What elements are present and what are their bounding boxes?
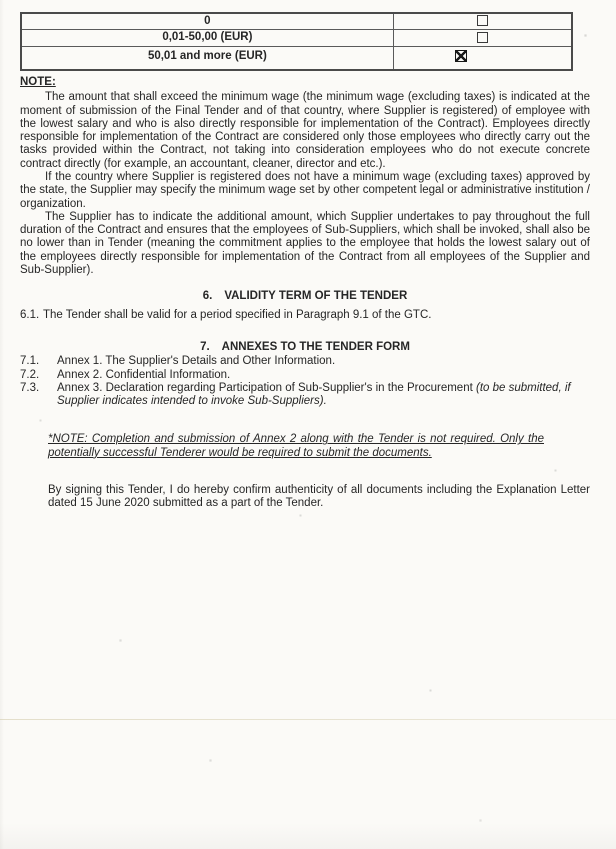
note-paragraph: The amount that shall exceed the minimum wage (the minimum wage (excluding taxes) is indicated at the moment of submission of the Final Tender and of that country, where Supplier is registered) of employee with the lowest salary and who is also directly responsible for implementation of the Contract). Employees directly responsible for implementation of the Contract are considered only those employees who directly carry out the tasks provided within the Contract, not taking into consideration employees who do not execute concrete contract directly (for example, an accountant, cleaner, director and etc.).	[20, 91, 590, 170]
item-text: Annex 2. Confidential Information.	[57, 368, 231, 381]
amount-range-label: 50,01 and more (EUR)	[21, 46, 393, 70]
section-6-title: VALIDITY TERM OF THE TENDER	[224, 290, 408, 303]
amount-range-checkbox[interactable]	[477, 32, 488, 43]
list-item	[20, 369, 590, 382]
item-number: 7.2.	[20, 368, 40, 381]
star-note: *NOTE: Completion and submission of Annex 2 along with the Tender is not required. Only the potentially successful Tenderer would be required to submit the documents.	[48, 433, 544, 459]
scan-fold-line	[0, 719, 616, 720]
table-row	[21, 30, 572, 46]
amount-range-label: 0,01-50,00 (EUR)	[21, 30, 393, 46]
closing-statement: By signing this Tender, I do hereby confirm authenticity of all documents including the Explanation Letter dated 15 June 2020 submitted as a part of the Tender.	[48, 484, 590, 510]
item-number: 7.1.	[20, 355, 40, 368]
list-item	[20, 382, 590, 409]
item-text: Annex 1. The Supplier's Details and Other Information.	[57, 355, 336, 368]
additional-amount-table	[20, 12, 573, 71]
note-paragraph: If the country where Supplier is registered does not have a minimum wage (excluding taxes) approved by the state, the Supplier may specify the minimum wage set by other competent legal or administrative institution / organization.	[20, 171, 590, 210]
page-content	[20, 12, 590, 511]
item-text: Annex 3. Declaration regarding Participation of Sub-Supplier's in the Procurement (to be submitted, if Supplier indicates intended to invoke Sub-Suppliers).	[57, 381, 571, 408]
item-number: 6.1.	[20, 308, 40, 321]
note-heading: NOTE:	[20, 75, 56, 88]
section-7-number: 7.	[200, 340, 210, 353]
section-7-items	[20, 355, 590, 408]
section-7-title: ANNEXES TO THE TENDER FORM	[221, 340, 410, 353]
section-6-items	[20, 309, 590, 322]
amount-range-checkbox[interactable]	[455, 50, 467, 62]
section-6-heading	[20, 290, 590, 303]
section-6-number: 6.	[202, 290, 213, 303]
table-row	[21, 46, 572, 70]
amount-range-checkbox[interactable]	[477, 15, 488, 26]
section-7-heading	[20, 341, 590, 354]
list-item	[20, 355, 590, 368]
table-row	[21, 13, 572, 30]
note-paragraph: The Supplier has to indicate the additional amount, which Supplier undertakes to pay throughout the full duration of the Contract and ensures that the employees of Sub-Suppliers, which shall be invoked, shall also be no lower than in Tender (meaning the commitment applies to the employee that holds the lowest salary out of the employees directly responsible for implementation of the Contract from all employees of the Supplier and Sub-Supplier).	[20, 210, 590, 277]
scan-left-edge	[0, 0, 4, 849]
amount-range-label: 0	[21, 13, 393, 30]
item-text: The Tender shall be valid for a period specified in Paragraph 9.1 of the GTC.	[43, 308, 432, 321]
item-number: 7.3.	[20, 381, 40, 394]
list-item	[20, 309, 590, 322]
scan-noise	[0, 0, 1, 1]
